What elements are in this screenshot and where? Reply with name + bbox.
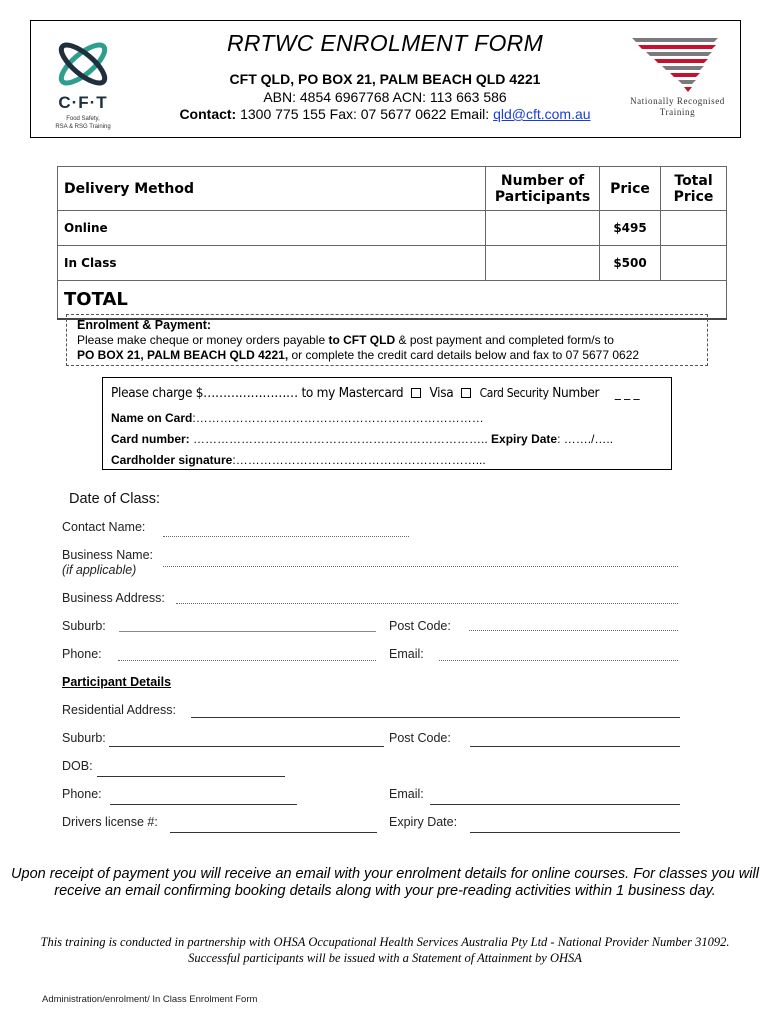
- phone-label: Phone:: [62, 647, 102, 661]
- card-security-label: Card Security: [479, 386, 549, 400]
- contact-phones: 1300 775 155 Fax: 07 5677 0622 Email:: [236, 106, 494, 122]
- delivery-table: [57, 166, 727, 320]
- org-contact: [130, 106, 640, 122]
- card-security-number-label: Number: [548, 385, 600, 401]
- contact-name-field[interactable]: [163, 536, 409, 537]
- form-title: RRTWC ENROLMENT FORM: [226, 30, 544, 56]
- participant-suburb-field[interactable]: [109, 746, 384, 747]
- email-link[interactable]: qld@cft.com.au: [493, 106, 591, 122]
- post-code-field[interactable]: [469, 630, 678, 631]
- mastercard-checkbox[interactable]: [411, 388, 421, 398]
- expiry-date-label: Expiry Date: [491, 432, 558, 446]
- visa-label: Visa: [429, 385, 454, 401]
- name-on-card-row: [111, 408, 663, 429]
- license-expiry-field[interactable]: [470, 832, 680, 833]
- participant-details-heading: Participant Details: [62, 675, 172, 689]
- charge-text: Please charge $…………………… to my Mastercard: [111, 385, 404, 401]
- residential-address-field[interactable]: [191, 717, 680, 718]
- drivers-license-field[interactable]: [170, 832, 377, 833]
- total-label: TOTAL: [58, 281, 661, 319]
- business-name-field[interactable]: [163, 566, 678, 567]
- participants-input-in-class[interactable]: [486, 246, 600, 281]
- business-address-label: Business Address:: [62, 591, 165, 605]
- header-total-price: Total Price: [661, 167, 727, 211]
- email-field[interactable]: [439, 660, 678, 661]
- table-row: [58, 246, 727, 281]
- license-expiry-label: Expiry Date:: [389, 815, 458, 829]
- card-number-label: Card number:: [111, 432, 190, 446]
- cardholder-signature-label: Cardholder signature: [111, 453, 233, 467]
- enrolment-text: Please make cheque or money orders payable: [77, 333, 329, 347]
- enrolment-payment-box: [66, 314, 708, 366]
- business-name-note: (if applicable): [62, 563, 137, 577]
- payee: to CFT QLD: [328, 333, 396, 347]
- post-code-label: Post Code:: [389, 619, 451, 633]
- suburb-field[interactable]: [119, 631, 376, 632]
- contact-name-label: Contact Name:: [62, 520, 146, 534]
- table-row: [58, 211, 727, 246]
- table-total-row: [58, 281, 727, 319]
- charge-line: [111, 382, 663, 408]
- grand-total-field[interactable]: [661, 281, 727, 319]
- drivers-license-label: Drivers license #:: [62, 815, 158, 829]
- enrolment-text: or complete the credit card details below and fax to 07 5677 0622: [288, 348, 640, 362]
- visa-checkbox[interactable]: [461, 388, 471, 398]
- participant-email-field[interactable]: [430, 804, 680, 805]
- enrolment-line1: [77, 333, 697, 348]
- total-price-in-class[interactable]: [661, 246, 727, 281]
- dob-field[interactable]: [97, 776, 285, 777]
- participant-email-label: Email:: [389, 787, 424, 801]
- participant-post-code-field[interactable]: [470, 746, 680, 747]
- header-price: Price: [600, 167, 661, 211]
- business-name-label: Business Name:: [62, 548, 154, 562]
- cardholder-signature-field[interactable]: :……………………………………………………...: [232, 453, 486, 467]
- partner-note: This training is conducted in partnership with OHSA Occupational Health Services Australia Pty Ltd - National Provider Number 31092. Successful participants will be issued with a Statement of Attainment by OHSA: [40, 935, 730, 965]
- credit-card-box: [102, 377, 672, 470]
- price-in-class: $500: [600, 246, 661, 281]
- delivery-method-online: Online: [58, 211, 486, 246]
- date-of-class-label: Date of Class:: [69, 491, 161, 507]
- cardholder-signature-row: [111, 450, 663, 471]
- expiry-date-field[interactable]: : ……./…..: [557, 432, 614, 446]
- nrt-logo-text: Nationally Recognised: [630, 96, 725, 106]
- enrolment-text: & post payment and completed form/s to: [395, 333, 614, 347]
- participant-phone-label: Phone:: [62, 787, 102, 801]
- card-security-field[interactable]: _ _ _: [614, 385, 640, 401]
- name-on-card-label: Name on Card: [111, 411, 193, 425]
- participant-phone-field[interactable]: [110, 804, 297, 805]
- participant-suburb-label: Suburb:: [62, 731, 106, 745]
- org-address: CFT QLD, PO BOX 21, PALM BEACH QLD 4221: [229, 71, 541, 87]
- contact-label: Contact:: [179, 106, 237, 122]
- table-header-row: [58, 167, 727, 211]
- header-delivery-method: Delivery Method: [58, 167, 486, 211]
- participants-input-online[interactable]: [486, 211, 600, 246]
- phone-field[interactable]: [118, 660, 376, 661]
- participant-post-code-label: Post Code:: [389, 731, 451, 745]
- email-label: Email:: [389, 647, 424, 661]
- document-path: Administration/enrolment/ In Class Enrolment Form: [42, 994, 258, 1005]
- nrt-logo-text: Training: [659, 107, 696, 117]
- cft-logo-letters: C·F·T: [58, 93, 108, 112]
- residential-address-label: Residential Address:: [62, 703, 176, 717]
- cft-logo-tagline: RSA & RSG Training: [55, 124, 111, 130]
- card-number-field[interactable]: ………………………………………………………………..: [189, 432, 488, 446]
- enrolment-line2: [77, 348, 697, 363]
- enrolment-title: Enrolment & Payment:: [77, 318, 212, 332]
- price-online: $495: [600, 211, 661, 246]
- nrt-logo-icon: [628, 36, 720, 94]
- cft-logo-tagline: Food Safety,: [66, 116, 100, 122]
- total-price-online[interactable]: [661, 211, 727, 246]
- postal-address: PO BOX 21, PALM BEACH QLD 4221,: [77, 348, 289, 362]
- business-address-field[interactable]: [176, 603, 678, 604]
- delivery-method-in-class: In Class: [58, 246, 486, 281]
- header-number-of-participants: Number of Participants: [486, 167, 600, 211]
- org-abn-acn: ABN: 4854 6967768 ACN: 113 663 586: [263, 89, 507, 105]
- receipt-note: Upon receipt of payment you will receive an email with your enrolment details for online courses. For classes you will receive an email confirming booking details along with your pre-reading activities within 1 business day.: [11, 866, 759, 899]
- dob-label: DOB:: [62, 759, 93, 773]
- name-on-card-field[interactable]: :………………………………………………………………: [192, 411, 484, 425]
- suburb-label: Suburb:: [62, 619, 106, 633]
- card-number-row: [111, 429, 663, 450]
